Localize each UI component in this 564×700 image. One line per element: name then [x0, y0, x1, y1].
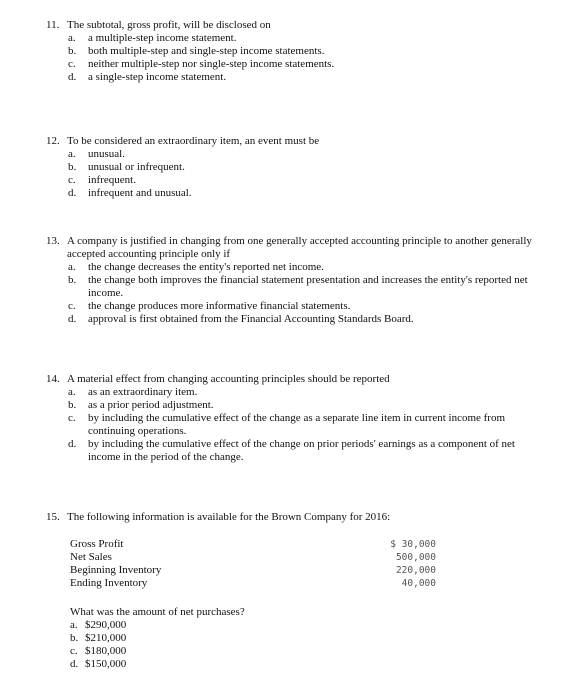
option-text: the change decreases the entity's reported net income.: [88, 261, 324, 273]
option-text: the change produces more informative financial statements.: [88, 300, 351, 312]
question-text: The subtotal, gross profit, will be disclosed on: [67, 19, 271, 31]
option-letter: c.: [68, 58, 76, 70]
option-letter: a.: [70, 619, 78, 631]
option-letter: d.: [68, 313, 77, 325]
option-b[interactable]: [46, 399, 546, 412]
option-a[interactable]: [46, 261, 546, 274]
option-letter: d.: [68, 438, 77, 450]
option-letter: a.: [68, 386, 76, 398]
option-letter: b.: [68, 161, 77, 173]
option-text: $290,000: [85, 619, 127, 631]
option-letter: a.: [68, 148, 76, 160]
option-text: $210,000: [85, 632, 127, 644]
option-d[interactable]: [46, 438, 546, 464]
option-d[interactable]: [46, 71, 546, 84]
option-text: neither multiple-step nor single-step income statements.: [88, 58, 335, 70]
option-letter: d.: [70, 658, 79, 670]
question-number: 14.: [46, 373, 60, 385]
question-stem: [46, 135, 546, 148]
option-a[interactable]: [46, 32, 546, 45]
option-c[interactable]: [46, 300, 546, 313]
option-letter: b.: [68, 274, 77, 286]
option-d[interactable]: [46, 187, 546, 200]
option-c[interactable]: [46, 412, 546, 438]
option-letter: a.: [68, 261, 76, 273]
row-value: 500,000: [395, 552, 436, 563]
option-letter: b.: [68, 45, 77, 57]
row-label: Beginning Inventory: [70, 564, 162, 576]
option-text: unusual.: [88, 148, 125, 160]
option-text: as an extraordinary item.: [88, 386, 198, 398]
option-text: as a prior period adjustment.: [88, 399, 214, 411]
question-stem: [46, 511, 546, 524]
option-letter: c.: [68, 412, 76, 424]
option-text: a multiple-step income statement.: [88, 32, 237, 44]
question-number: 13.: [46, 235, 60, 247]
question-number: 11.: [46, 19, 60, 31]
question-number: 12.: [46, 135, 60, 147]
option-letter: c.: [68, 174, 76, 186]
table-row: [70, 551, 436, 564]
question-11: [46, 19, 546, 84]
question-text: The following information is available for the Brown Company for 2016:: [67, 511, 391, 523]
option-b[interactable]: [46, 274, 546, 300]
option-letter: d.: [68, 71, 77, 83]
option-d[interactable]: [46, 313, 546, 326]
question-stem: [46, 235, 546, 261]
financial-data-table: [70, 538, 436, 590]
table-row: [70, 538, 436, 551]
option-a[interactable]: [46, 386, 546, 399]
option-text: approval is first obtained from the Financial Accounting Standards Board.: [88, 313, 414, 325]
question-text: A company is justified in changing from one generally accepted accounting principle to another generally accepted accounting principle only if: [67, 235, 532, 260]
option-c[interactable]: [46, 174, 546, 187]
option-letter: c.: [70, 645, 78, 657]
option-d[interactable]: [46, 658, 546, 671]
question-12: [46, 135, 546, 200]
option-c[interactable]: [46, 58, 546, 71]
option-text: both multiple-step and single-step income statements.: [88, 45, 325, 57]
question-13: [46, 235, 546, 326]
option-text: $180,000: [85, 645, 127, 657]
question-number: 15.: [46, 511, 60, 523]
row-label: Gross Profit: [70, 538, 124, 550]
question-15: [46, 511, 546, 671]
option-text: infrequent.: [88, 174, 136, 186]
question-text: To be considered an extraordinary item, an event must be: [67, 135, 320, 147]
question-stem: [46, 19, 546, 32]
option-text: by including the cumulative effect of the change on prior periods' earnings as a component of net income in the period of the change.: [88, 438, 515, 463]
question-stem: [46, 373, 546, 386]
option-text: the change both improves the financial statement presentation and increases the entity's reported net income.: [88, 274, 528, 299]
option-letter: b.: [68, 399, 77, 411]
option-c[interactable]: [46, 645, 546, 658]
option-text: unusual or infrequent.: [88, 161, 185, 173]
row-label: Net Sales: [70, 551, 112, 563]
option-b[interactable]: [46, 45, 546, 58]
option-a[interactable]: [46, 148, 546, 161]
option-letter: a.: [68, 32, 76, 44]
option-letter: d.: [68, 187, 77, 199]
option-text: infrequent and unusual.: [88, 187, 192, 199]
question-text: A material effect from changing accounting principles should be reported: [67, 373, 390, 385]
row-value: 40,000: [401, 578, 436, 589]
option-b[interactable]: [46, 161, 546, 174]
row-value: $ 30,000: [390, 539, 436, 550]
question-prompt: What was the amount of net purchases?: [70, 606, 245, 618]
table-row: [70, 577, 436, 590]
option-text: $150,000: [85, 658, 127, 670]
table-row: [70, 564, 436, 577]
option-letter: c.: [68, 300, 76, 312]
option-a[interactable]: [46, 619, 546, 632]
question-14: [46, 373, 546, 464]
option-letter: b.: [70, 632, 79, 644]
option-text: a single-step income statement.: [88, 71, 227, 83]
row-label: Ending Inventory: [70, 577, 148, 589]
option-b[interactable]: [46, 632, 546, 645]
option-text: by including the cumulative effect of the change as a separate line item in current income from continuing operations.: [88, 412, 506, 437]
row-value: 220,000: [395, 565, 436, 576]
